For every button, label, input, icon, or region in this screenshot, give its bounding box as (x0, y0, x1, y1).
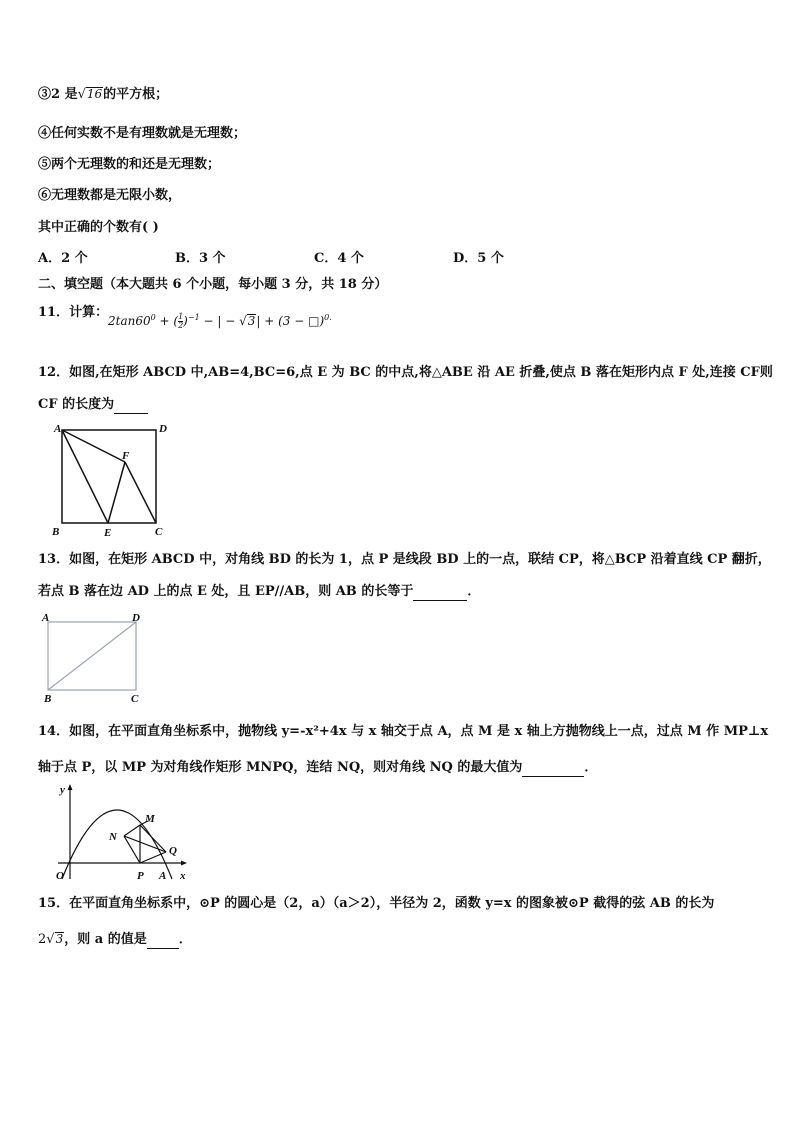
q13-diagonal-bd (48, 622, 136, 690)
q15-coef: 2 (38, 932, 47, 947)
q14-label-n: N (109, 831, 117, 843)
q11-end: . (329, 313, 332, 322)
q13-line2 (38, 583, 480, 601)
statement-3-suffix: 的平方根； (103, 87, 169, 102)
q11-fraction-exp: −1 (187, 313, 200, 322)
choice-a: A．2 个 (38, 251, 88, 266)
q14-x-arrow (181, 861, 187, 866)
q14-y-arrow (68, 784, 73, 790)
q11-term-abs-open: − | − (199, 314, 240, 328)
q11-close-exp: 0 (324, 313, 330, 322)
q15-line2 (38, 931, 192, 949)
choice-b: B．3 个 (175, 251, 226, 266)
q14-label-a: A (159, 870, 167, 882)
question-prompt: 其中正确的个数有( ) (38, 220, 159, 235)
q14-end: ． (584, 760, 598, 775)
q11-abs-radicand: 3 (247, 314, 256, 328)
statement-3 (38, 86, 168, 104)
q14-segment-np (124, 836, 140, 863)
q14-segment-mn (124, 825, 140, 836)
q13-line2-text: 若点 B 落在边 AD 上的点 E 处，且 EP//AB，则 AB 的长等于 (38, 584, 414, 599)
choice-c: C．4 个 (314, 251, 364, 266)
section-title: 二、填空题（本大题共 6 个小题，每小题 3 分，共 18 分） (38, 277, 388, 292)
q14-line2-text: 轴于点 P，以 MP 为对角线作矩形 MNPQ，连结 NQ，则对角线 NQ 的最大值为 (38, 760, 523, 775)
q12-label-a: A (54, 423, 62, 435)
q15-end: ． (178, 932, 192, 947)
statement-5: ⑤两个无理数的和还是无理数； (38, 157, 221, 172)
q14-label-x: x (180, 870, 186, 882)
q15-sqrt-sign: √ (46, 932, 55, 947)
q11-term-tan-exp: 0 (150, 313, 156, 322)
q12-segment-af (62, 430, 125, 462)
q13-answer-blank (413, 587, 467, 601)
q12-label-c: C (155, 526, 163, 538)
q11-fraction-num: 1 (178, 312, 184, 321)
q12-line2 (38, 396, 148, 414)
sqrt-sign: √ (77, 87, 86, 102)
q12-label-e: E (104, 527, 112, 539)
statement-4: ④任何实数不是有理数就是无理数； (38, 126, 247, 141)
q15-answer-blank (147, 935, 179, 949)
q13-line1: 13．如图，在矩形 ABCD 中，对角线 BD 的长为 1，点 P 是线段 BD 上的一点，联结 CP，将△BCP 沿着直线 CP 翻折， (38, 552, 771, 567)
q14-label-m: M (145, 813, 155, 825)
q15-line2-text: ，则 a 的值是 (64, 932, 147, 947)
q14-answer-blank (522, 763, 584, 777)
q14-label-p: P (137, 870, 144, 882)
q12-answer-blank (114, 400, 148, 414)
q11-formula: $2\tan 60^0$ + ( $\frac{1}{2}$ )$^{-1}$ − | − √3| + (3 − □)$^{0.}$ (108, 312, 332, 330)
q11-label: 11．计算： (38, 305, 109, 320)
q14-label-o: O (56, 870, 64, 882)
q11-term-paren: | + (3 − (256, 314, 309, 328)
q14-segment-mq (140, 825, 166, 852)
q12-label-b: B (52, 526, 60, 538)
q14-figure (52, 781, 194, 885)
q12-rectangle (62, 430, 156, 523)
q12-figure (48, 420, 173, 540)
q15-radicand: 3 (55, 932, 64, 946)
q13-figure (38, 610, 148, 705)
q11-term-tan: 2tan60 (108, 314, 151, 328)
q15-line1: 15．在平面直角坐标系中，⊙P 的圆心是（2，a）（a＞2），半径为 2，函数 y=x 的图象被⊙P 截得的弦 AB 的长为 (38, 896, 715, 911)
q13-label-a: A (42, 612, 50, 624)
q13-label-c: C (131, 693, 139, 705)
q12-segment-fc (125, 462, 156, 523)
q12-label-f: F (122, 450, 130, 462)
q12-segment-fe (108, 462, 125, 523)
choice-d: D．5 个 (453, 251, 504, 266)
q12-line1: 12．如图,在矩形 ABCD 中,AB=4,BC=6,点 E 为 BC 的中点,将△ABE 沿 AE 折叠,使点 B 落在矩形内点 F 处,连接 CF则 (38, 365, 773, 380)
q11-fraction-den: 2 (178, 321, 184, 330)
q14-line1: 14．如图，在平面直角坐标系中，抛物线 y=-x²+4x 与 x 轴交于点 A，点 M 是 x 轴上方抛物线上一点，过点 M 作 MP⊥x (38, 724, 769, 739)
q12-label-d: D (159, 423, 167, 435)
q12-line2-text: CF 的长度为 (38, 397, 115, 412)
q13-end: ． (467, 584, 481, 599)
q11-pi-placeholder: □ (308, 314, 320, 328)
statement-3-radicand: 16 (86, 87, 103, 101)
q14-label-q: Q (169, 845, 177, 857)
q14-label-y: y (60, 784, 65, 796)
q14-parabola (62, 810, 172, 879)
q12-segment-ae (62, 430, 108, 523)
q14-line2 (38, 759, 597, 777)
statement-6: ⑥无理数都是无限小数， (38, 188, 182, 203)
q11-close-paren: ) (319, 314, 325, 328)
statement-3-prefix: ③2 是 (38, 87, 78, 102)
q13-label-d: D (132, 612, 140, 624)
q13-label-b: B (44, 693, 52, 705)
q14-segment-nq (124, 836, 166, 852)
q11-fraction (178, 313, 183, 330)
